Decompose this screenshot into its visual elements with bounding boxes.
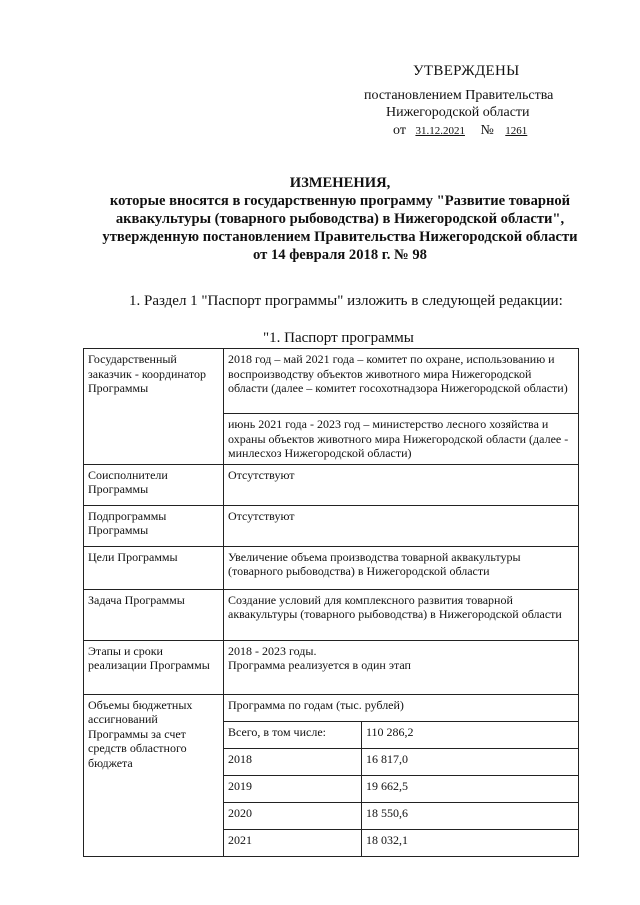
- heading-line-2: которые вносятся в государственную программу "Развитие товарной: [109, 193, 571, 209]
- heading-line-4: утвержденную постановлением Правительства Нижегородской области: [102, 229, 578, 245]
- budget-amount: 110 286,2: [362, 721, 579, 748]
- table-row: [84, 694, 579, 721]
- budget-year: 2021: [224, 829, 362, 856]
- stages-label: Этапы и сроки реализации Программы: [84, 640, 224, 694]
- budget-amount: 18 032,1: [362, 829, 579, 856]
- passport-table: [83, 348, 579, 857]
- table-row: [84, 546, 579, 589]
- approval-line-1: постановлением Правительства: [364, 88, 554, 103]
- number-label: №: [480, 123, 494, 138]
- table-row: [84, 349, 579, 414]
- stages-value-1: 2018 - 2023 годы.: [228, 643, 317, 658]
- section-instruction: 1. Раздел 1 "Паспорт программы" изложить в следующей редакции:: [129, 293, 563, 309]
- budget-year: 2019: [224, 775, 362, 802]
- table-row: [84, 505, 579, 546]
- budget-year: 2018: [224, 748, 362, 775]
- coexecutors-label: Соисполнители Программы: [84, 464, 224, 505]
- passport-title: "1. Паспорт программы: [263, 330, 414, 346]
- heading-line-1: ИЗМЕНЕНИЯ,: [289, 175, 391, 191]
- table-row: [84, 464, 579, 505]
- budget-year: 2020: [224, 802, 362, 829]
- heading-line-3: аквакультуры (товарного рыбоводства) в Нижегородской области",: [115, 211, 565, 227]
- stages-value: [224, 640, 579, 694]
- table-row: [84, 640, 579, 694]
- task-value: Создание условий для комплексного развития товарной аквакультуры (товарного рыбоводства) в Нижегородской области: [224, 589, 579, 640]
- approval-date: 31.12.2021: [415, 125, 465, 137]
- customer-value-1: 2018 год – май 2021 года – комитет по охране, использованию и воспроизводству объектов животного мира Нижегородской области (далее – комитет госохотнадзора Нижегородской области): [224, 349, 579, 414]
- subprograms-label: Подпрограммы Программы: [84, 505, 224, 546]
- approval-date-line: [393, 123, 533, 139]
- budget-amount: 19 662,5: [362, 775, 579, 802]
- budget-amount: 16 817,0: [362, 748, 579, 775]
- budget-amount: 18 550,6: [362, 802, 579, 829]
- customer-value-2: июнь 2021 года - 2023 год – министерство лесного хозяйства и охраны объектов животного мира Нижегородской области (далее - минлесхоз Нижегородской области): [224, 414, 579, 465]
- goals-label: Цели Программы: [84, 546, 224, 589]
- task-label: Задача Программы: [84, 589, 224, 640]
- from-label: от: [393, 123, 406, 138]
- stages-value-2: Программа реализуется в один этап: [228, 658, 411, 672]
- table-row: [84, 589, 579, 640]
- budget-label: Объемы бюджетных ассигнований Программы за счет средств областного бюджета: [84, 694, 224, 856]
- goals-value: Увеличение объема производства товарной аквакультуры (товарного рыбоводства) в Нижегородской области: [224, 546, 579, 589]
- budget-head: Программа по годам (тыс. рублей): [224, 694, 579, 721]
- document-heading: [70, 174, 610, 264]
- customer-label: Государственный заказчик - координатор Программы: [84, 349, 224, 465]
- approval-title: УТВЕРЖДЕНЫ: [413, 63, 520, 79]
- coexecutors-value: Отсутствуют: [224, 464, 579, 505]
- heading-line-5: от 14 февраля 2018 г. № 98: [253, 247, 427, 263]
- budget-year: Всего, в том числе:: [224, 721, 362, 748]
- approval-line-2: Нижегородской области: [386, 105, 530, 120]
- subprograms-value: Отсутствуют: [224, 505, 579, 546]
- approval-number: 1261: [505, 125, 528, 137]
